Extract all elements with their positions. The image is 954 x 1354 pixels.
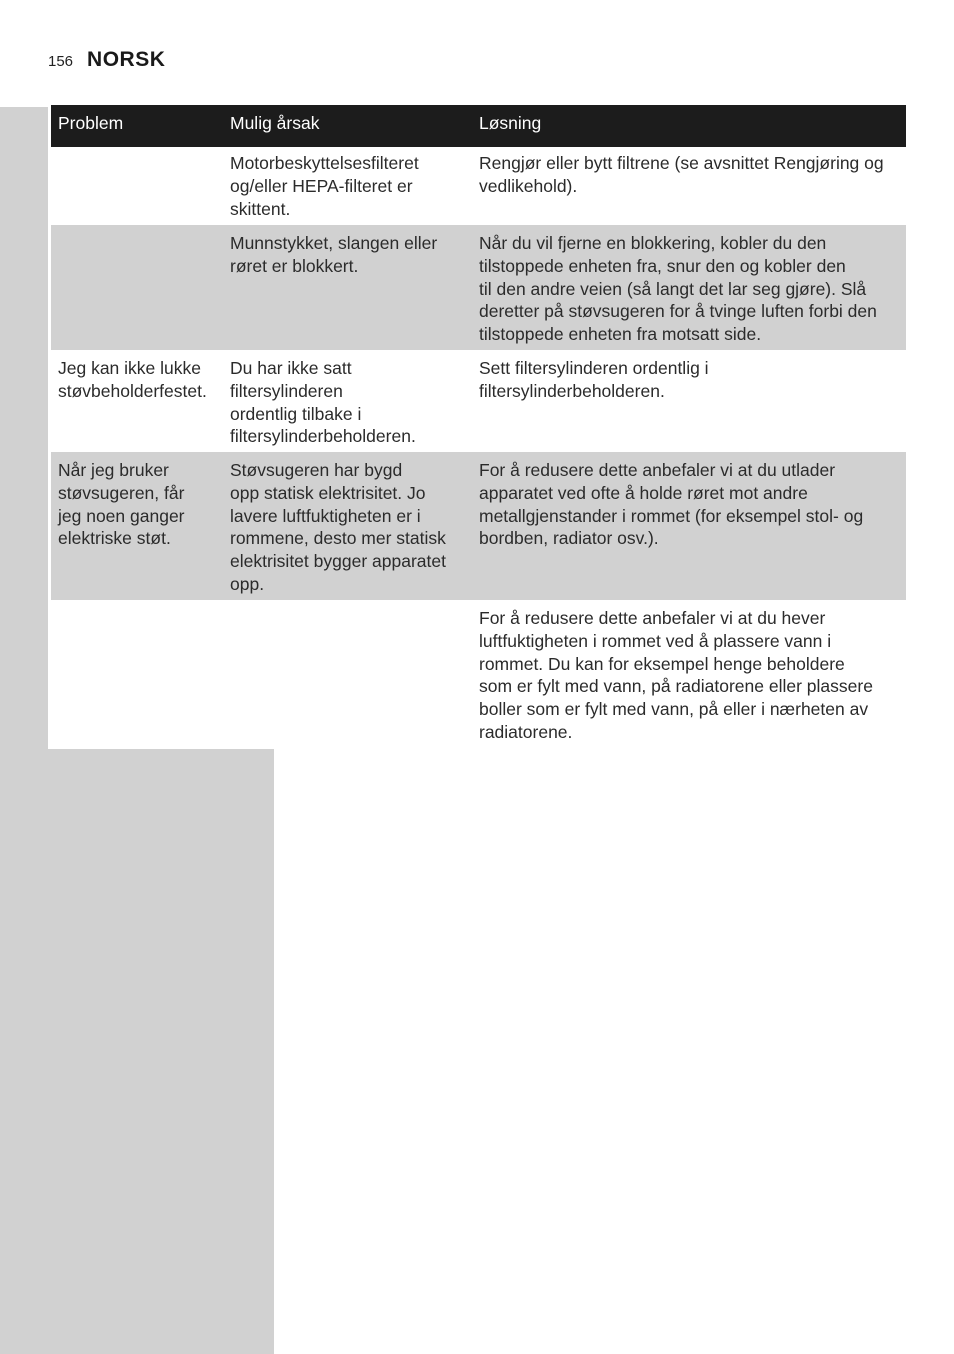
column-header-cause: Mulig årsak: [230, 113, 320, 133]
table-header: [51, 105, 906, 147]
solution-cell: For å redusere dette anbefaler vi at du hever luftfuktigheten i rommet ved å plassere vann i rommet. Du kan for eksempel henge beholdere som er fylt med vann, på radiatorene eller plassere boller som er fylt med vann, på eller i nærheten av radiatorene.: [479, 608, 873, 742]
cause-cell: Munnstykket, slangen eller røret er blokkert.: [230, 233, 438, 276]
page-header: [48, 48, 165, 72]
solution-cell: Sett filtersylinderen ordentlig i filtersylinderbeholderen.: [479, 358, 709, 401]
table-row: [51, 225, 906, 350]
cause-cell: Motorbeskyttelsesfilteret og/eller HEPA-filteret er skittent.: [230, 153, 419, 219]
table-row: [51, 350, 906, 452]
table-row: [51, 147, 906, 225]
problem-cell: Når jeg bruker støvsugeren, får jeg noen ganger elektriske støt.: [58, 460, 185, 549]
problem-cell: Jeg kan ikke lukke støvbeholderfestet.: [58, 358, 207, 401]
table-row: [51, 600, 906, 749]
section-language-title: NORSK: [87, 48, 166, 71]
solution-cell: Rengjør eller bytt filtrene (se avsnittet Rengjøring og vedlikehold).: [479, 153, 884, 196]
cause-cell: Du har ikke satt filtersylinderen ordentlig tilbake i filtersylinderbeholderen.: [230, 358, 416, 447]
troubleshooting-table: [48, 105, 906, 749]
solution-cell: For å redusere dette anbefaler vi at du utlader apparatet ved ofte å holde røret mot andre metallgjenstander i rommet (for eksempel stol- og bordben, radiator osv.).: [479, 460, 864, 549]
column-header-solution: Løsning: [479, 113, 542, 133]
table-row: [51, 452, 906, 600]
cause-cell: Støvsugeren har bygd opp statisk elektrisitet. Jo lavere luftfuktigheten er i rommene, desto mer statisk elektrisitet bygger apparatet opp.: [230, 460, 446, 594]
column-header-problem: Problem: [58, 113, 124, 133]
page-number: 156: [48, 53, 74, 70]
solution-cell: Når du vil fjerne en blokkering, kobler du den tilstoppede enheten fra, snur den og kobler den til den andre veien (så langt det lar seg gjøre). Slå deretter på støvsugeren for å tvinge luften forbi den tilstoppede enheten fra motsatt side.: [479, 233, 877, 345]
